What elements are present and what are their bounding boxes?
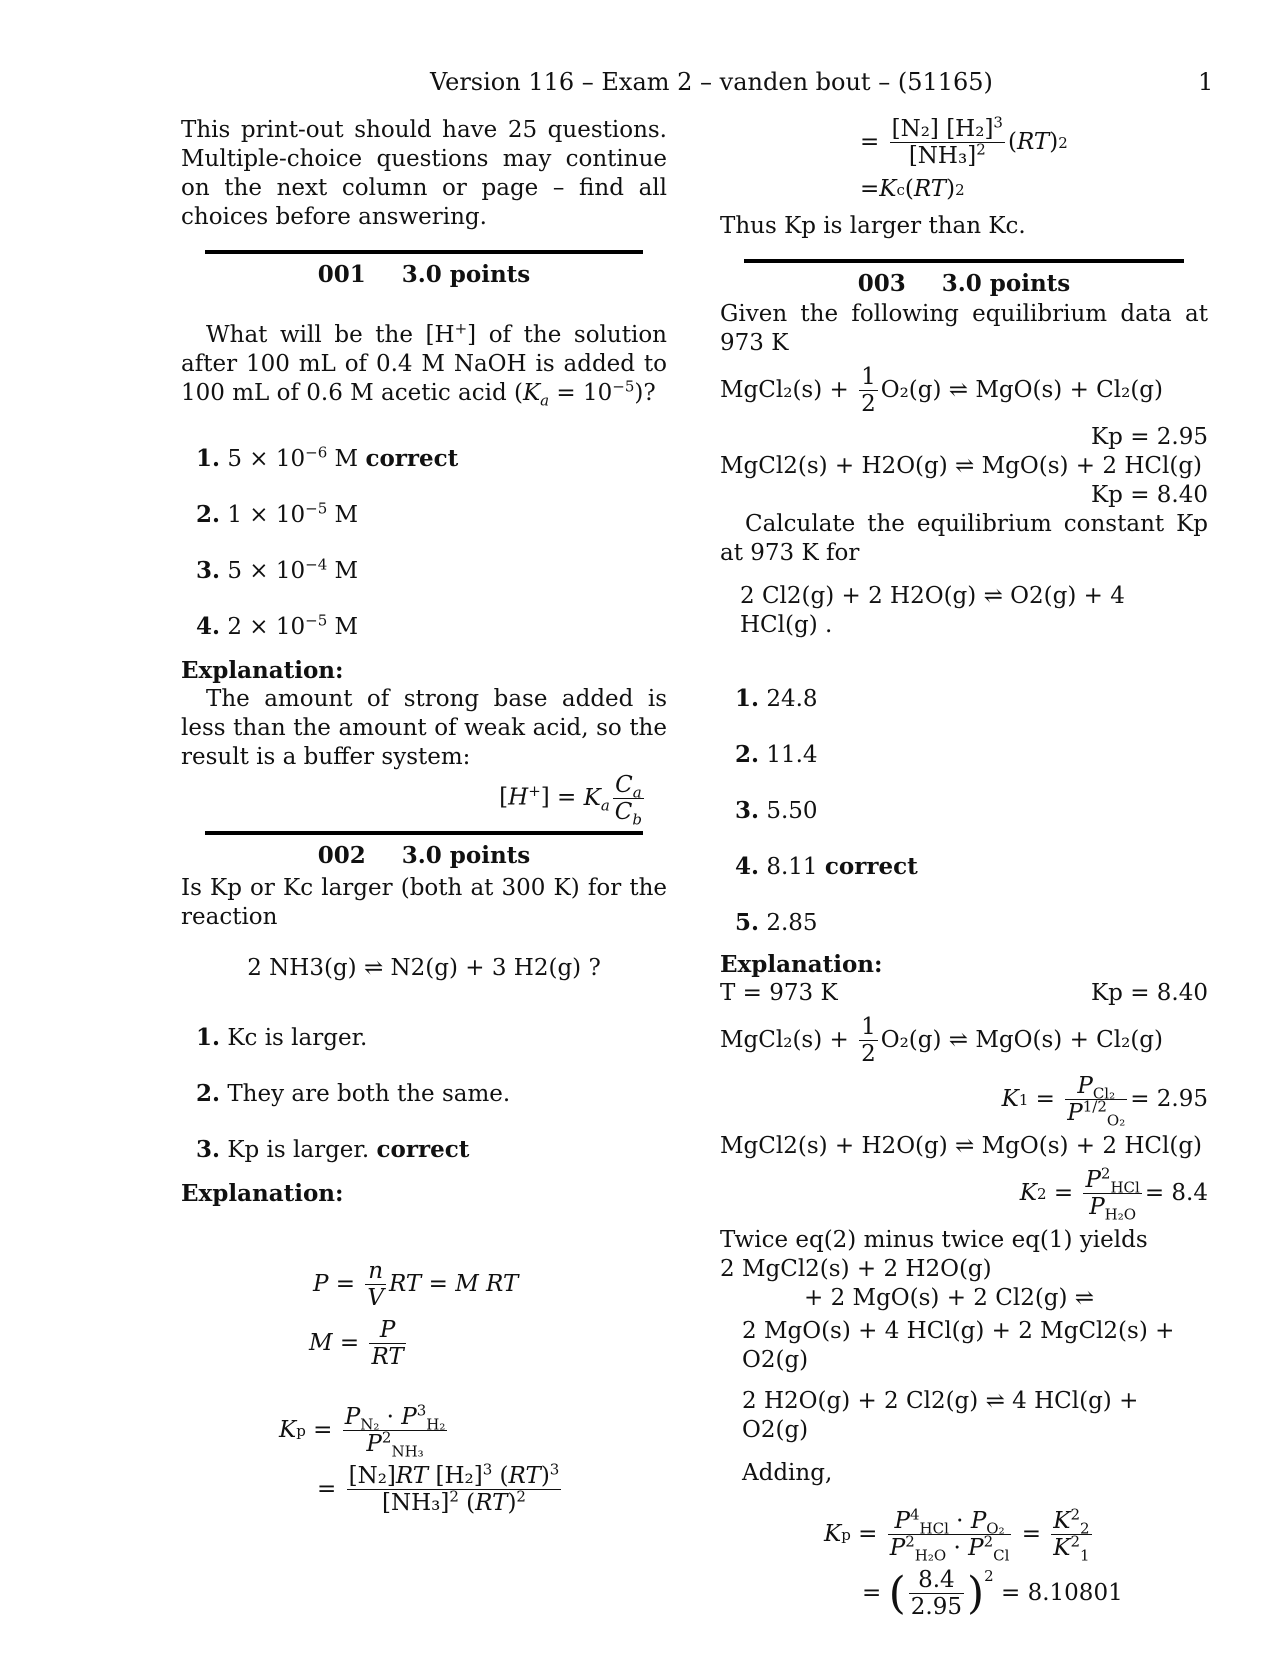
conclusion-002: Thus Kp is larger than Kc. <box>720 213 1026 239</box>
left-column <box>181 116 667 1522</box>
choice-003-3: 3. 5.50 <box>735 797 818 824</box>
k1-expression: K 1 = $\frac{P_{Cl_2}}{P^{1/2}_{O_2}}$ = 2.95 <box>1001 1073 1208 1130</box>
choice-001-3: 3. $5 \times 10^{-4}$ M <box>196 555 359 584</box>
reaction-002: 2 NH3(g) ⇌ N2(g) + 3 H2(g) ? <box>247 955 601 981</box>
question-header-003: 003 3.0 points <box>857 270 1071 297</box>
final-kp-derivation: K p = $\frac{P^4_{HCl} \cdot P_{O_2}}{P^2_{H_2O} \cdot P^2_{Cl}}$ = $\frac{K^2_2}{K^2_1}$ = ( $\frac{8.4}{2.95}$ ) $^2$ = 8.10801 <box>824 1505 1123 1620</box>
choice-001-4: 4. $2 \times 10^{-5}$ M <box>196 611 359 640</box>
explanation-label-001: Explanation: <box>181 657 344 684</box>
choice-003-1: 1. 24.8 <box>735 685 818 712</box>
explanation-label-002: Explanation: <box>181 1180 344 1207</box>
combined-line-c: 2 MgO(s) + 4 HCl(g) + 2 MgCl2(s) + O2(g) <box>742 1318 1175 1373</box>
choice-002-3: 3. Kp is larger. correct <box>196 1136 470 1163</box>
question-header-002: 002 3.0 points <box>317 842 531 869</box>
explanation-label-003: Explanation: <box>720 951 883 978</box>
combined-line-b: + 2 MgO(s) + 2 Cl2(g) ⇌ <box>804 1285 1095 1311</box>
choice-003-5: 5. 2.85 <box>735 909 818 936</box>
page-header: Version 116 – Exam 2 – vanden bout – (51165) <box>430 68 993 96</box>
choice-003-2: 2. 11.4 <box>735 741 818 768</box>
twice-text: Twice eq(2) minus twice eq(1) yields <box>720 1227 1148 1253</box>
buffer-equation: $[H^+] = K_a$ $\frac{C_a}{C_b}$ <box>499 772 642 829</box>
choice-001-1: 1. $5 \times 10^{-6}$ M correct <box>196 443 459 472</box>
calc-text-003: Calculate the equilibrium constant Kp at 973 K for <box>720 511 1208 566</box>
question-text-001: What will be the [H+] of the solution after 100 mL of 0.4 M NaOH is added to 100 mL of 0.6 M acetic acid $(K_a = 10^{-5})$? <box>181 319 667 410</box>
expl-eq1: MgCl₂(s) + $\frac{1}{2}$ O₂(g) ⇌ MgO(s) + Cl₂(g) <box>720 1014 1163 1067</box>
choice-002-2: 2. They are both the same. <box>196 1080 511 1107</box>
combined-line-a: 2 MgCl2(s) + 2 H2O(g) <box>720 1256 992 1282</box>
eq1-003: MgCl₂(s) + $\frac{1}{2}$ O₂(g) ⇌ MgO(s) + Cl₂(g) <box>720 364 1163 417</box>
given-text-003: Given the following equilibrium data at 973 K <box>720 301 1208 356</box>
question-header-001: 001 3.0 points <box>317 261 531 288</box>
k2-expression: K 2 = $\frac{P^2_{HCl}}{P_{H_2O}}$ = 8.4 <box>1019 1164 1208 1224</box>
combined-line-d: 2 H2O(g) + 2 Cl2(g) ⇌ 4 HCl(g) + O2(g) <box>742 1388 1139 1443</box>
page-number: 1 <box>1198 68 1214 96</box>
eq2-003: MgCl2(s) + H2O(g) ⇌ MgO(s) + 2 HCl(g) <box>720 453 1203 479</box>
intro-text: This print-out should have 25 questions. Multiple-choice questions may continue on the next column or page – find all choices before answering. <box>181 117 667 230</box>
explanation-text-001: The amount of strong base added is less than the amount of weak acid, so the result is a buffer system: <box>181 686 667 770</box>
choice-001-2: 2. $1 \times 10^{-5}$ M <box>196 499 359 528</box>
eq1-kp: Kp = 2.95 <box>1090 424 1208 450</box>
gas-law-equations: P = $\frac{n}{V}$ RT = M RT M = $\frac{P}{RT}$ <box>309 1258 519 1370</box>
question-text-002: Is Kp or Kc larger (both at 300 K) for the reaction <box>181 875 667 930</box>
choice-003-4: 4. 8.11 correct <box>735 853 918 880</box>
divider <box>744 259 1184 263</box>
kp-derivation: K p = $\frac{P_{N_2} \cdot P^3_{H_2}}{P^2_{NH_3}}$ = $\frac{[N_2]RT [H_2]^3 (RT)^3}{[NH_3]^2 (RT)^2}$ <box>279 1401 560 1516</box>
right-column <box>720 110 1208 1626</box>
eq2-kp: Kp = 8.40 <box>1090 482 1208 508</box>
choice-002-1: 1. Kc is larger. <box>196 1024 368 1051</box>
temp-row: T = 973 K Kp = 8.40 <box>720 980 1208 1006</box>
expl-eq2: MgCl2(s) + H2O(g) ⇌ MgO(s) + 2 HCl(g) <box>720 1133 1203 1159</box>
adding-text: Adding, <box>742 1460 833 1486</box>
divider <box>205 250 643 254</box>
target-reaction: 2 Cl2(g) + 2 H2O(g) ⇌ O2(g) + 4 HCl(g) . <box>740 583 1125 638</box>
kp-kc-continuation: = $\frac{[N_2] [H_2]^3}{[NH_3]^2}$ ( RT ) 2 = K c ( RT ) 2 <box>860 113 1068 202</box>
divider <box>205 831 643 835</box>
